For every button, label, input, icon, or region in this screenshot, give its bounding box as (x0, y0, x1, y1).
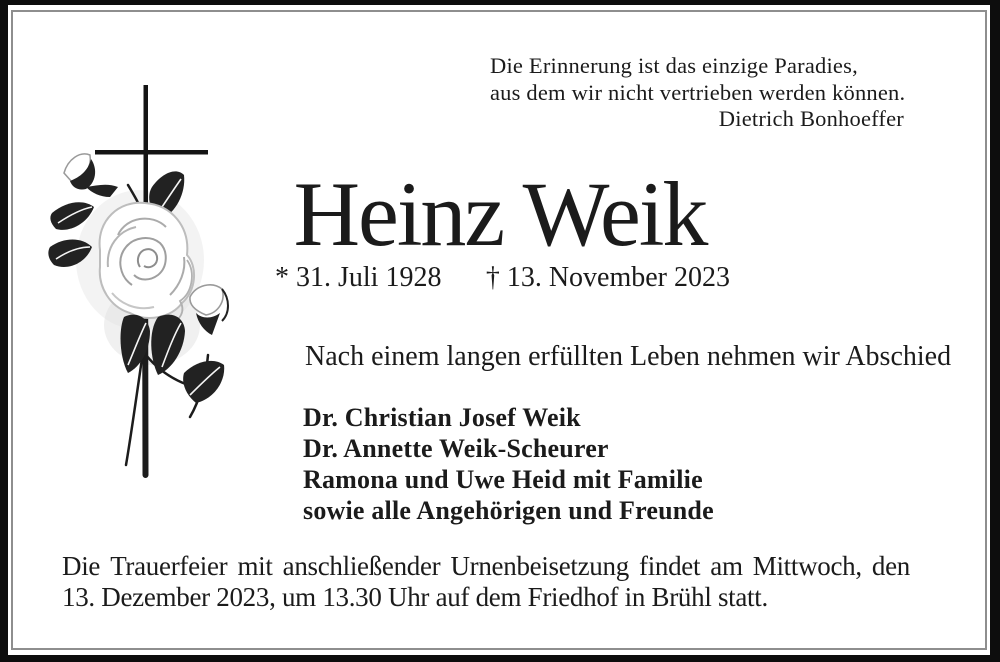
dates-row (275, 262, 730, 294)
mourner-line: Dr. Annette Weik-Scheurer (303, 434, 609, 463)
funeral-announcement (62, 551, 910, 612)
rose-and-cross-illustration (40, 55, 240, 485)
birth-date: * 31. Juli 1928 (275, 262, 442, 293)
quote-block (490, 53, 930, 133)
mourners-list (303, 402, 714, 526)
quote-attribution: Dietrich Bonhoeffer (718, 106, 904, 131)
announcement-line-1: Die Trauerfeier mit anschließender Urnenbeisetzung findet am Mittwoch, den (62, 551, 910, 581)
farewell-line: Nach einem langen erfüllten Leben nehmen wir Abschied (305, 341, 952, 372)
mourner-line: Ramona und Uwe Heid mit Familie (303, 465, 703, 494)
quote-line-1: Die Erinnerung ist das einzige Paradies, (490, 53, 858, 78)
deceased-name: Heinz Weik (293, 163, 707, 265)
mourner-line: sowie alle Angehörigen und Freunde (303, 496, 714, 525)
mourner-line: Dr. Christian Josef Weik (303, 403, 581, 432)
death-date: † 13. November 2023 (485, 262, 730, 293)
announcement-line-2: 13. Dezember 2023, um 13.30 Uhr auf dem Friedhof in Brühl statt. (62, 581, 768, 612)
quote-line-2: aus dem wir nicht vertrieben werden können. (490, 79, 906, 105)
